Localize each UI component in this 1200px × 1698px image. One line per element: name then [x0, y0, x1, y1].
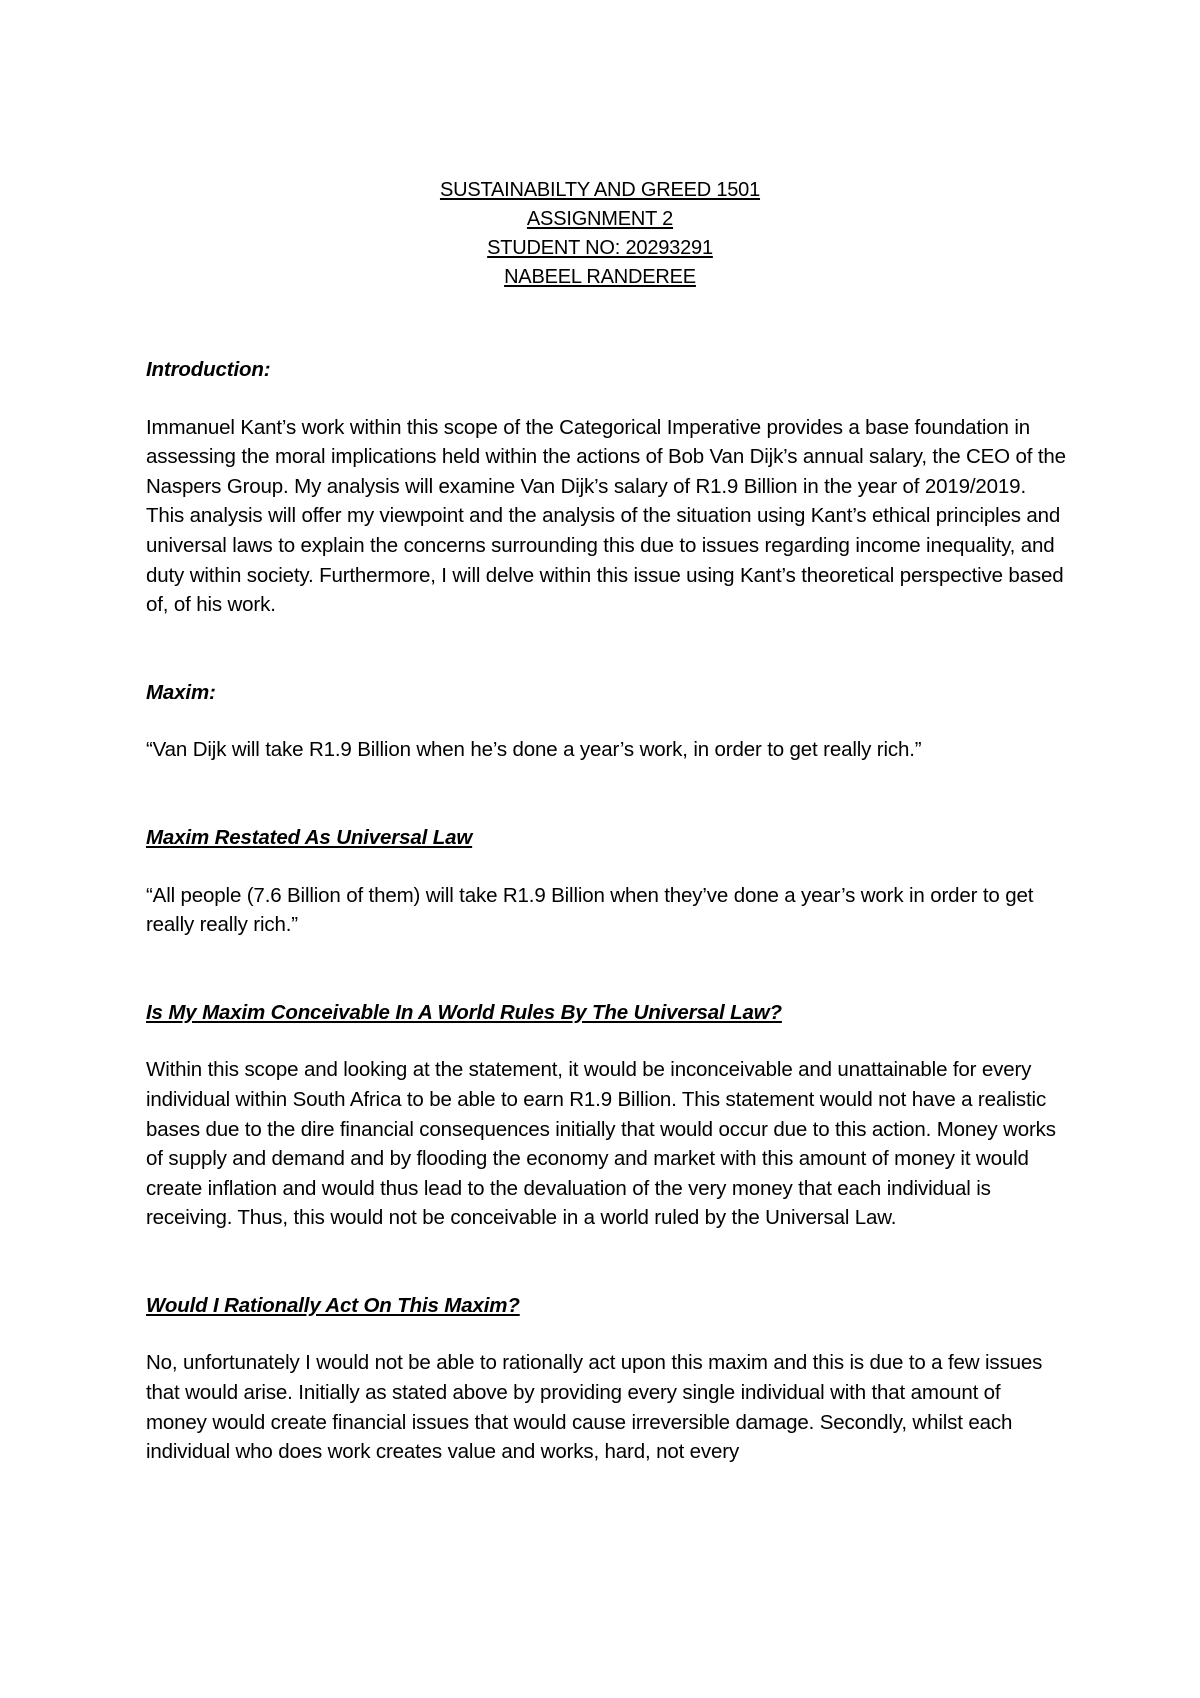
rationally-paragraph: No, unfortunately I would not be able to rationally act upon this maxim and this is due to a few issues that would arise. Initially as stated above by providing every single individual with that amount of money would create financial issues that would cause irreversible damage. Secondly, whilst each individual who does work creates value and works, hard, not every — [146, 1351, 1043, 1464]
introduction-paragraph: Immanuel Kant’s work within this scope of the Categorical Imperative provides a base foundation in assessing the moral implications held within the actions of Bob Van Dijk’s annual salary, the CEO of the Naspers Group. My analysis will examine Van Dijk’s salary of R1.9 Billion in the year of 2019/2019. This analysis will offer my viewpoint and the analysis of the situation using Kant’s ethical principles and universal laws to explain the concerns surrounding this due to issues regarding income inequality, and duty within society. Furthermore, I will delve within this issue using Kant’s theoretical perspective based of, of his work. — [146, 415, 1066, 617]
universal-law-heading: Maxim Restated As Universal Law — [146, 825, 473, 849]
course-title: SUSTAINABILTY AND GREED 1501 — [439, 179, 761, 201]
document-body — [146, 355, 1066, 1467]
title-block — [0, 176, 1200, 292]
maxim-heading: Maxim: — [146, 680, 216, 704]
student-number: STUDENT NO: 20293291 — [487, 237, 713, 259]
maxim-paragraph: “Van Dijk will take R1.9 Billion when he’s done a year’s work, in order to get really rich.” — [146, 738, 922, 762]
conceivable-paragraph: Within this scope and looking at the statement, it would be inconceivable and unattainable for every individual within South Africa to be able to earn R1.9 Billion. This statement would not have a realistic bases due to the dire financial consequences initially that would occur due to this action. Money works of supply and demand and by flooding the economy and market with this amount of money it would create inflation and would thus lead to the devaluation of the very money that each individual is receiving. Thus, this would not be conceivable in a world ruled by the Universal Law. — [146, 1058, 1056, 1230]
conceivable-heading: Is My Maxim Conceivable In A World Rules By The Universal Law? — [146, 1000, 782, 1024]
student-name: NABEEL RANDEREE — [504, 266, 696, 288]
universal-law-paragraph: “All people (7.6 Billion of them) will take R1.9 Billion when they’ve done a year’s work in order to get really really rich.” — [146, 883, 1034, 937]
rationally-heading: Would I Rationally Act On This Maxim? — [146, 1293, 520, 1317]
introduction-heading: Introduction: — [146, 358, 271, 381]
assignment-title: ASSIGNMENT 2 — [526, 208, 674, 230]
